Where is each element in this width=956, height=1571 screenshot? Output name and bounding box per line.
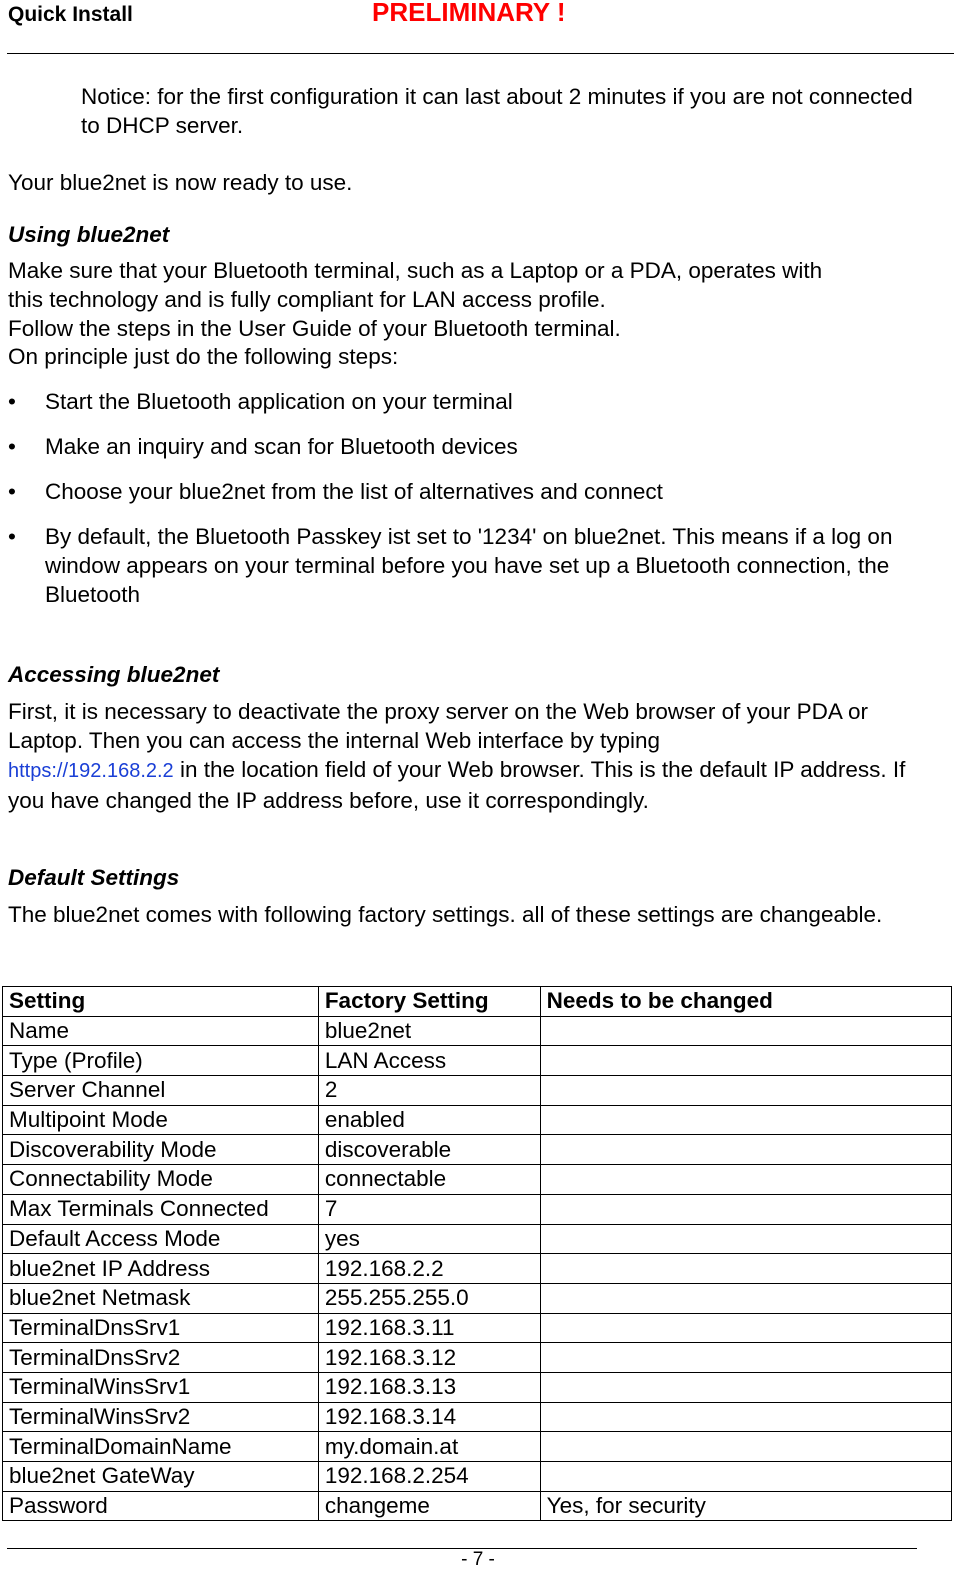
needs-change-cell	[540, 1046, 951, 1076]
table-row	[3, 1432, 952, 1462]
factory-value-cell: 192.168.3.11	[318, 1313, 540, 1343]
factory-value-cell: yes	[318, 1224, 540, 1254]
table-row	[3, 1016, 952, 1046]
table-header-row	[3, 987, 952, 1017]
bullet-icon: •	[8, 479, 16, 504]
needs-change-cell	[540, 1343, 951, 1373]
needs-change-cell	[540, 1135, 951, 1165]
setting-cell: blue2net IP Address	[3, 1254, 319, 1284]
needs-change-cell	[540, 1165, 951, 1195]
needs-change-cell	[540, 1224, 951, 1254]
using-heading: Using blue2net	[8, 222, 170, 247]
needs-change-cell	[540, 1313, 951, 1343]
table-row	[3, 1491, 952, 1521]
factory-value-cell: LAN Access	[318, 1046, 540, 1076]
table-row	[3, 1165, 952, 1195]
table-row	[3, 1194, 952, 1224]
column-header-setting: Setting	[3, 987, 319, 1017]
needs-change-cell	[540, 1402, 951, 1432]
setting-cell: TerminalWinsSrv2	[3, 1402, 319, 1432]
factory-settings-table	[2, 986, 952, 1521]
preliminary-banner: PRELIMINARY !	[372, 0, 566, 27]
bullet-icon: •	[8, 524, 16, 549]
accessing-text-continued: in the location field of your Web browser. This is the default IP address. If you have changed the IP address before, use it correspondingly.	[8, 757, 906, 813]
factory-value-cell: blue2net	[318, 1016, 540, 1046]
list-item-text: Start the Bluetooth application on your terminal	[45, 389, 513, 414]
factory-value-cell: connectable	[318, 1165, 540, 1195]
needs-change-cell	[540, 1194, 951, 1224]
setting-cell: TerminalDomainName	[3, 1432, 319, 1462]
factory-value-cell: my.domain.at	[318, 1432, 540, 1462]
accessing-paragraph	[8, 697, 943, 815]
setting-cell: Type (Profile)	[3, 1046, 319, 1076]
setting-cell: Connectability Mode	[3, 1165, 319, 1195]
factory-value-cell: 192.168.2.254	[318, 1462, 540, 1492]
table-row	[3, 1046, 952, 1076]
table-row	[3, 1105, 952, 1135]
default-ip-link[interactable]: https://192.168.2.2	[8, 760, 174, 782]
setting-cell: Max Terminals Connected	[3, 1194, 319, 1224]
table-row	[3, 1402, 952, 1432]
needs-change-cell	[540, 1254, 951, 1284]
using-line: Follow the steps in the User Guide of your Bluetooth terminal.	[8, 316, 621, 341]
column-header-factory-setting: Factory Setting	[318, 987, 540, 1017]
header-divider	[7, 53, 954, 54]
using-line: this technology and is fully compliant for LAN access profile.	[8, 287, 606, 312]
factory-value-cell: changeme	[318, 1491, 540, 1521]
setting-cell: Discoverability Mode	[3, 1135, 319, 1165]
table-row	[3, 1462, 952, 1492]
table-row	[3, 1254, 952, 1284]
using-line: Make sure that your Bluetooth terminal, such as a Laptop or a PDA, operates with	[8, 258, 823, 283]
setting-cell: Default Access Mode	[3, 1224, 319, 1254]
accessing-heading: Accessing blue2net	[8, 662, 220, 687]
accessing-text: First, it is necessary to deactivate the proxy server on the Web browser of your PDA or Laptop. Then you can access the internal Web interface by typing	[8, 699, 868, 753]
table-row	[3, 1076, 952, 1106]
table-row	[3, 1372, 952, 1402]
needs-change-cell: Yes, for security	[540, 1491, 951, 1521]
table-row	[3, 1343, 952, 1373]
ready-text: Your blue2net is now ready to use.	[8, 170, 353, 195]
factory-value-cell: 192.168.2.2	[318, 1254, 540, 1284]
setting-cell: blue2net Netmask	[3, 1283, 319, 1313]
needs-change-cell	[540, 1283, 951, 1313]
table-row	[3, 1135, 952, 1165]
table-row	[3, 1283, 952, 1313]
list-item-text: Make an inquiry and scan for Bluetooth devices	[45, 434, 518, 459]
factory-value-cell: 192.168.3.13	[318, 1372, 540, 1402]
factory-value-cell: discoverable	[318, 1135, 540, 1165]
page-number: - 7 -	[461, 1549, 495, 1570]
default-settings-intro: The blue2net comes with following factory settings. all of these settings are changeable.	[8, 902, 883, 927]
factory-value-cell: 255.255.255.0	[318, 1283, 540, 1313]
setting-cell: TerminalDnsSrv2	[3, 1343, 319, 1373]
table-row	[3, 1224, 952, 1254]
column-header-needs-change: Needs to be changed	[540, 987, 951, 1017]
setting-cell: Name	[3, 1016, 319, 1046]
needs-change-cell	[540, 1105, 951, 1135]
header-section-title: Quick Install	[8, 3, 133, 26]
factory-value-cell: 7	[318, 1194, 540, 1224]
setting-cell: TerminalDnsSrv1	[3, 1313, 319, 1343]
default-settings-heading: Default Settings	[8, 865, 180, 890]
needs-change-cell	[540, 1462, 951, 1492]
needs-change-cell	[540, 1076, 951, 1106]
setting-cell: Multipoint Mode	[3, 1105, 319, 1135]
list-item-text: By default, the Bluetooth Passkey ist set to '1234' on blue2net. This means if a log on window appears on your terminal before you have set up a Bluetooth connection, the Bluetooth	[45, 524, 893, 607]
factory-value-cell: 2	[318, 1076, 540, 1106]
setting-cell: TerminalWinsSrv1	[3, 1372, 319, 1402]
setting-cell: Password	[3, 1491, 319, 1521]
factory-value-cell: enabled	[318, 1105, 540, 1135]
needs-change-cell	[540, 1372, 951, 1402]
bullet-icon: •	[8, 434, 16, 459]
needs-change-cell	[540, 1016, 951, 1046]
setting-cell: Server Channel	[3, 1076, 319, 1106]
list-item-text: Choose your blue2net from the list of alternatives and connect	[45, 479, 663, 504]
needs-change-cell	[540, 1432, 951, 1462]
notice-text: Notice: for the first configuration it can last about 2 minutes if you are not connected to DHCP server.	[81, 84, 913, 138]
factory-value-cell: 192.168.3.12	[318, 1343, 540, 1373]
setting-cell: blue2net GateWay	[3, 1462, 319, 1492]
table-row	[3, 1313, 952, 1343]
using-line: On principle just do the following steps:	[8, 344, 399, 369]
bullet-icon: •	[8, 389, 16, 414]
factory-value-cell: 192.168.3.14	[318, 1402, 540, 1432]
